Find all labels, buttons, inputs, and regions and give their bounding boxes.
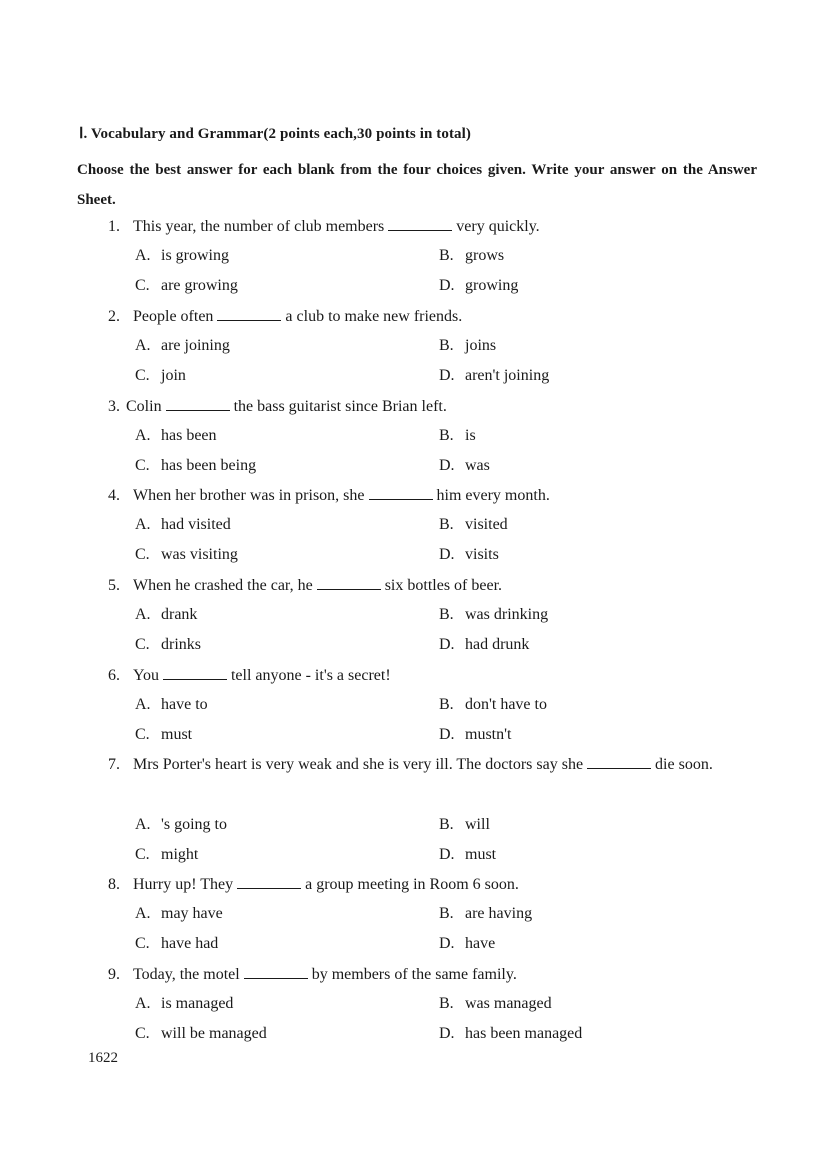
option-c (135, 545, 238, 565)
option-d (439, 545, 499, 565)
question-text-before: This year, the number of club members (133, 218, 385, 235)
option-letter: A. (135, 337, 151, 354)
answer-blank (163, 665, 227, 680)
option-text: don't have to (465, 696, 547, 713)
option-d (439, 366, 549, 386)
option-d (439, 1024, 582, 1044)
option-c (135, 456, 256, 476)
option-c (135, 725, 192, 745)
option-letter: C. (135, 636, 150, 653)
question-stem (108, 575, 502, 596)
option-d (439, 456, 490, 476)
option-a (135, 994, 233, 1014)
option-text: has been managed (465, 1025, 583, 1042)
question-stem (108, 216, 540, 237)
question-number: 7. (108, 756, 120, 773)
option-letter: B. (439, 816, 454, 833)
answer-blank (237, 874, 301, 889)
option-a (135, 426, 217, 446)
option-text: is growing (161, 247, 229, 264)
option-letter: A. (135, 516, 151, 533)
question-text-before: You (133, 667, 159, 684)
option-letter: A. (135, 696, 151, 713)
option-d (439, 725, 511, 745)
option-a (135, 246, 229, 266)
option-text: have (465, 935, 496, 952)
option-letter: D. (439, 846, 455, 863)
option-text: grows (465, 247, 505, 264)
option-letter: A. (135, 247, 151, 264)
option-text: was visiting (161, 546, 238, 563)
option-letter: D. (439, 367, 455, 384)
option-text: are having (465, 905, 533, 922)
question-number: 1. (108, 218, 120, 235)
question-text-after: tell anyone - it's a secret! (230, 667, 391, 684)
option-letter: C. (135, 277, 150, 294)
option-text: has been (161, 427, 217, 444)
question-number: 6. (108, 667, 120, 684)
option-a (135, 515, 231, 535)
option-text: drank (161, 606, 198, 623)
option-text: joins (465, 337, 497, 354)
question-stem (108, 874, 519, 895)
question-text-before: Hurry up! They (133, 876, 234, 893)
option-letter: B. (439, 696, 454, 713)
option-letter: A. (135, 905, 151, 922)
option-letter: C. (135, 367, 150, 384)
option-letter: D. (439, 1025, 455, 1042)
option-text: may have (161, 905, 223, 922)
option-b (439, 426, 476, 446)
question-number: 4. (108, 487, 120, 504)
option-d (439, 934, 495, 954)
option-d (439, 635, 529, 655)
option-letter: C. (135, 546, 150, 563)
answer-blank (166, 396, 230, 411)
option-letter: C. (135, 935, 150, 952)
option-letter: A. (135, 606, 151, 623)
option-text: have to (161, 696, 208, 713)
option-text: join (161, 367, 186, 384)
answer-blank (317, 575, 381, 590)
option-text: are growing (161, 277, 238, 294)
option-b (439, 815, 490, 835)
option-b (439, 695, 547, 715)
question-number: 9. (108, 966, 120, 983)
option-letter: B. (439, 905, 454, 922)
question-stem (108, 964, 517, 985)
option-text: have had (161, 935, 219, 952)
option-text: had visited (161, 516, 231, 533)
option-text: must (465, 846, 497, 863)
option-letter: D. (439, 277, 455, 294)
option-b (439, 994, 552, 1014)
option-text: had drunk (465, 636, 530, 653)
question-text-after: very quickly. (456, 218, 540, 235)
option-letter: B. (439, 247, 454, 264)
option-letter: C. (135, 846, 150, 863)
option-letter: D. (439, 636, 455, 653)
question-text-after: the bass guitarist since Brian left. (233, 398, 447, 415)
option-text: will (465, 816, 490, 833)
option-c (135, 366, 186, 386)
question-text-before: Mrs Porter's heart is very weak and she is very ill. The doctors say she (133, 756, 584, 773)
option-letter: B. (439, 337, 454, 354)
option-d (439, 276, 518, 296)
answer-blank (217, 306, 281, 321)
question-text-before: When he crashed the car, he (133, 577, 313, 594)
option-text: visits (465, 546, 499, 563)
option-text: must (161, 726, 193, 743)
option-c (135, 635, 201, 655)
option-text: visited (465, 516, 508, 533)
option-c (135, 934, 218, 954)
option-text: has been being (161, 457, 257, 474)
option-letter: B. (439, 427, 454, 444)
option-a (135, 695, 208, 715)
option-letter: B. (439, 606, 454, 623)
option-text: are joining (161, 337, 230, 354)
option-c (135, 276, 238, 296)
question-text-before: Colin (126, 398, 162, 415)
answer-blank (388, 216, 452, 231)
question-text-before: When her brother was in prison, she (133, 487, 365, 504)
option-text: is (465, 427, 476, 444)
option-b (439, 605, 548, 625)
question-number: 2. (108, 308, 120, 325)
question-text-before: Today, the motel (133, 966, 240, 983)
question-text-after: by members of the same family. (311, 966, 517, 983)
option-letter: C. (135, 726, 150, 743)
option-text: aren't joining (465, 367, 550, 384)
option-b (439, 246, 504, 266)
option-a (135, 904, 223, 924)
question-stem (108, 396, 447, 417)
question-text-after: a group meeting in Room 6 soon. (305, 876, 519, 893)
option-letter: D. (439, 726, 455, 743)
answer-blank (369, 485, 433, 500)
question-text-before: People often (133, 308, 214, 325)
question-number: 8. (108, 876, 120, 893)
option-a (135, 815, 227, 835)
option-text: will be managed (161, 1025, 267, 1042)
option-c (135, 1024, 267, 1044)
option-b (439, 515, 508, 535)
question-text-after: die soon. (655, 756, 713, 773)
question-text-after: six bottles of beer. (384, 577, 503, 594)
question-text-after: a club to make new friends. (285, 308, 463, 325)
page-number: 1622 (88, 1050, 118, 1066)
answer-blank (587, 754, 651, 769)
option-text: might (161, 846, 199, 863)
option-c (135, 845, 198, 865)
option-a (135, 336, 230, 356)
question-stem (108, 750, 754, 780)
option-letter: A. (135, 816, 151, 833)
option-letter: B. (439, 995, 454, 1012)
option-text: mustn't (465, 726, 512, 743)
option-letter: C. (135, 1025, 150, 1042)
option-text: was managed (465, 995, 552, 1012)
option-text: drinks (161, 636, 201, 653)
question-number: 5. (108, 577, 120, 594)
answer-blank (244, 964, 308, 979)
option-letter: C. (135, 457, 150, 474)
option-b (439, 904, 532, 924)
option-d (439, 845, 496, 865)
option-text: growing (465, 277, 519, 294)
option-letter: A. (135, 995, 151, 1012)
option-letter: D. (439, 546, 455, 563)
option-letter: B. (439, 516, 454, 533)
option-a (135, 605, 197, 625)
question-stem (108, 306, 462, 327)
option-letter: D. (439, 935, 455, 952)
option-letter: D. (439, 457, 455, 474)
section-title: Ⅰ. Vocabulary and Grammar(2 points each,30 points in total) (79, 126, 472, 142)
question-stem (108, 485, 550, 506)
option-text: 's going to (161, 816, 227, 833)
option-letter: A. (135, 427, 151, 444)
option-b (439, 336, 496, 356)
option-text: was (465, 457, 490, 474)
option-text: was drinking (465, 606, 549, 623)
question-number: 3. (108, 398, 120, 415)
question-text-after: him every month. (436, 487, 550, 504)
instructions: Choose the best answer for each blank from the four choices given. Write your answer on the Answer Sheet. (77, 162, 757, 208)
question-stem (108, 665, 391, 686)
option-text: is managed (161, 995, 234, 1012)
